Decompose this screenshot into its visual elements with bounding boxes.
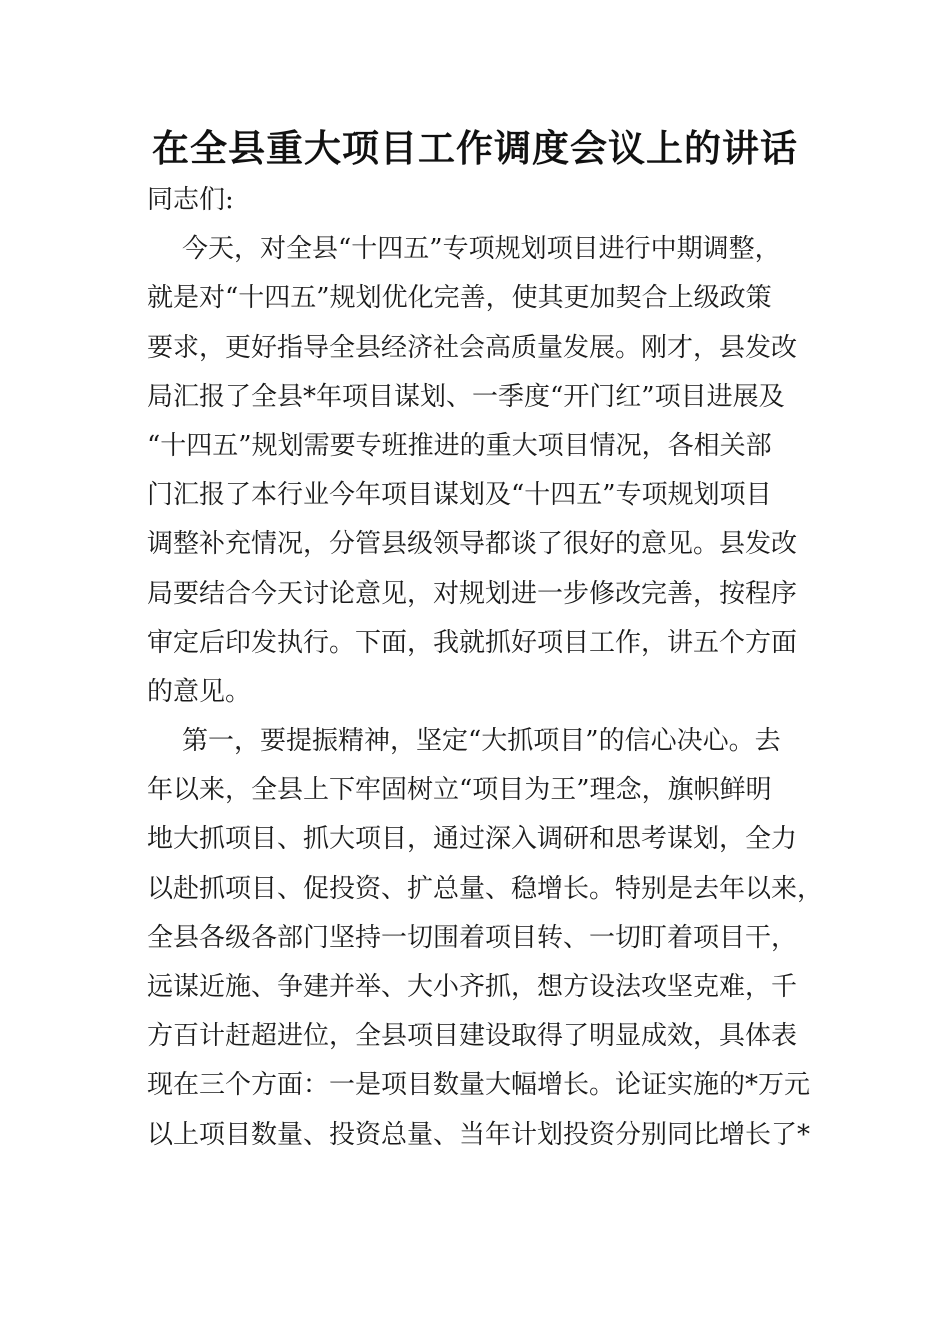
text-line: 年以来，全县上下牢固树立“项目为王”理念，旗帜鲜明	[147, 775, 772, 806]
text-line: 局汇报了全县*年项目谋划、一季度“开门红”项目进展及	[147, 381, 785, 412]
document-body	[147, 176, 824, 1160]
text-line: 调整补充情况，分管县级领导都谈了很好的意见。县发改	[147, 529, 798, 560]
document-title: 在全县重大项目工作调度会议上的讲话	[152, 126, 798, 170]
text-line: 方百计赶超进位，全县项目建设取得了明显成效，具体表	[147, 1021, 798, 1052]
text-line: 今天，对全县“十四五”专项规划项目进行中期调整，	[182, 234, 781, 265]
text-line: 远谋近施、争建并举、大小齐抓，想方设法攻坚克难，千	[147, 972, 798, 1002]
text-line: 以赴抓项目、促投资、扩总量、稳增长。特别是去年以来，	[147, 873, 824, 904]
text-line: 审定后印发执行。下面，我就抓好项目工作，讲五个方面	[147, 627, 798, 658]
text-line: 第一，要提振精神，坚定“大抓项目”的信心决心。去	[182, 726, 781, 757]
text-line: 要求，更好指导全县经济社会高质量发展。刚才，县发改	[147, 332, 798, 363]
text-line: 全县各级各部门坚持一切围着项目转、一切盯着项目干，	[147, 922, 798, 953]
text-line: 局要结合今天讨论意见，对规划进一步修改完善，按程序	[147, 578, 798, 609]
text-line: 地大抓项目、抓大项目，通过深入调研和思考谋划，全力	[147, 824, 798, 855]
text-line: 现在三个方面：一是项目数量大幅增长。论证实施的*万元	[147, 1070, 811, 1101]
text-line: “十四五”规划需要专班推进的重大项目情况，各相关部	[147, 430, 772, 461]
text-line: 的意见。	[147, 676, 252, 707]
text-line: 以上项目数量、投资总量、当年计划投资分别同比增长了*	[147, 1119, 811, 1150]
text-line: 门汇报了本行业今年项目谋划及“十四五”专项规划项目	[147, 480, 772, 511]
text-line: 就是对“十四五”规划优化完善，使其更加契合上级政策	[147, 283, 772, 314]
text-line: 同志们:	[147, 185, 234, 215]
